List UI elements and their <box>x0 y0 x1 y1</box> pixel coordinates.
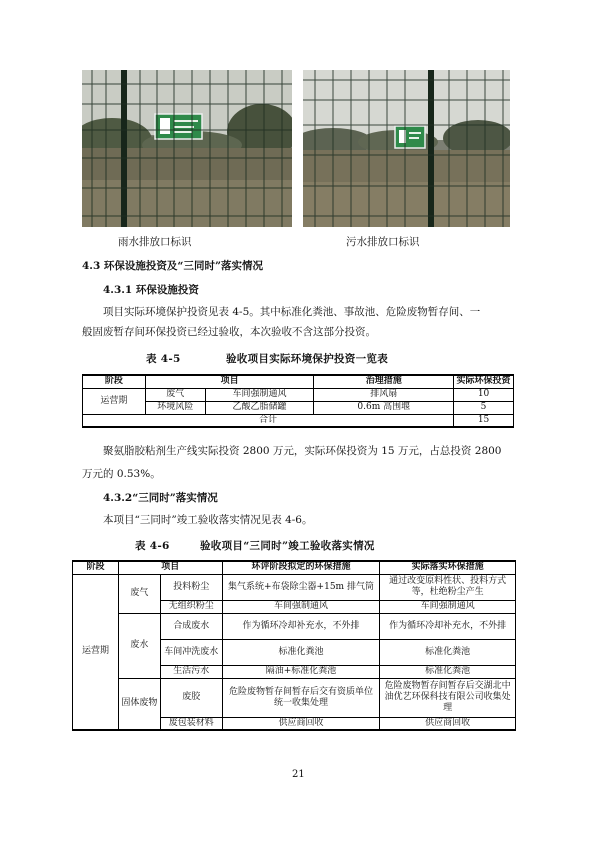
section-4-3-2-heading: 4.3.2“三同时”落实情况 <box>103 492 218 504</box>
sewage-outlet-photo <box>303 70 510 227</box>
table-cell: 供应商回收 <box>380 717 516 730</box>
table-cell: 车间强制通风 <box>380 600 516 613</box>
table-cell: 无组织粉尘 <box>160 600 222 613</box>
photo-caption-sewage: 污水排放口标识 <box>346 236 420 248</box>
table-4-5 <box>82 374 514 428</box>
table-4-5-total-value: 15 <box>454 414 514 427</box>
page-number: 21 <box>292 769 305 780</box>
table-cell: 标准化粪池 <box>222 639 380 665</box>
table-cell: 合成废水 <box>160 613 222 639</box>
table-row <box>83 401 514 414</box>
table-cell: 废包装材料 <box>160 717 222 730</box>
table-cell: 通过改变原料性状、投料方式等，杜绝粉尘产生 <box>380 574 516 600</box>
table-4-5-caption-title: 验收项目实际环境保护投资一览表 <box>226 353 388 365</box>
table-cell: 供应商回收 <box>222 717 380 730</box>
table-cell: 投料粉尘 <box>160 574 222 600</box>
table-4-6 <box>72 560 516 731</box>
table-4-5-caption-number: 表 4-5 <box>146 353 181 365</box>
photo-caption-rainwater: 雨水排放口标识 <box>118 236 192 248</box>
table-4-6-group-waste-water: 废水 <box>118 613 160 678</box>
table-4-6-stage: 运营期 <box>73 574 119 730</box>
table-cell: 车间冲洗废水 <box>160 639 222 665</box>
table-4-5-total-label: 合计 <box>83 414 454 427</box>
sewage-outlet-sign-photo-icon <box>303 70 510 227</box>
table-cell: 隔油+标准化粪池 <box>222 665 380 678</box>
table-4-6-header-actual: 实际落实环保措施 <box>380 561 516 574</box>
table-cell: 车间强制通风 <box>205 388 314 401</box>
table-cell: 作为循环冷却补充水，不外排 <box>380 613 516 639</box>
rainwater-outlet-sign-photo-icon <box>82 70 292 227</box>
table-cell: 集气系统+布袋除尘器+15m 排气筒 <box>222 574 380 600</box>
table-4-5-header-investment: 实际环保投资 <box>454 375 514 388</box>
table-cell: 废气 <box>145 388 205 401</box>
table-4-5-header-measure: 治理措施 <box>314 375 454 388</box>
table-cell: 生活污水 <box>160 665 222 678</box>
table-cell: 危险废物暂存间暂存后交有资质单位统一收集处理 <box>222 678 380 717</box>
section-4-3-1-para-line1: 项目实际环境保护投资见表 4-5。其中标准化粪池、事故池、危险废物暂存间、一 <box>103 306 481 318</box>
section-4-3-1-heading: 4.3.1 环保设施投资 <box>103 284 199 296</box>
table-cell: 排风扇 <box>314 388 454 401</box>
investment-summary-line2: 万元的 0.53%。 <box>82 468 161 480</box>
table-row <box>83 388 514 401</box>
table-total-row <box>83 414 514 427</box>
table-4-5-stage: 运营期 <box>83 388 146 414</box>
section-4-3-heading: 4.3 环保设施投资及“三同时”落实情况 <box>82 260 264 272</box>
rainwater-outlet-photo <box>82 70 292 227</box>
table-4-5-header-stage: 阶段 <box>83 375 146 388</box>
table-4-6-caption-title: 验收项目“三同时”竣工验收落实情况 <box>200 540 375 552</box>
table-row <box>73 678 516 717</box>
table-4-6-header-stage: 阶段 <box>73 561 119 574</box>
table-4-6-header-plan: 环评阶段拟定的环保措施 <box>222 561 380 574</box>
table-cell: 标准化粪池 <box>380 665 516 678</box>
table-cell: 0.6m 高围堰 <box>314 401 454 414</box>
investment-summary-line1: 聚氨脂胶粘剂生产线实际投资 2800 万元，实际环保投资为 15 万元，占总投资 2800 <box>103 445 502 457</box>
table-cell: 10 <box>454 388 514 401</box>
table-4-6-group-waste-gas: 废气 <box>118 574 160 613</box>
table-4-6-caption-number: 表 4-6 <box>135 540 170 552</box>
table-4-6-group-solid-waste: 固体废物 <box>118 678 160 730</box>
table-cell: 标准化粪池 <box>380 639 516 665</box>
section-4-3-1-para-line2: 般固废暂存间环保投资已经过验收，本次验收不含这部分投资。 <box>82 326 376 338</box>
table-cell: 环境风险 <box>145 401 205 414</box>
table-row <box>73 613 516 639</box>
table-cell: 作为循环冷却补充水，不外排 <box>222 613 380 639</box>
section-4-3-2-para: 本项目“三同时”竣工验收落实情况见表 4-6。 <box>103 514 313 526</box>
table-row <box>73 574 516 600</box>
table-cell: 危险废物暂存间暂存后交湖北中油优艺环保科技有限公司收集处理 <box>380 678 516 717</box>
table-4-6-header-item: 项目 <box>118 561 222 574</box>
table-cell: 废胶 <box>160 678 222 717</box>
table-4-5-header-item: 项目 <box>145 375 314 388</box>
table-cell: 5 <box>454 401 514 414</box>
table-cell: 乙酸乙脂储罐 <box>205 401 314 414</box>
table-cell: 车间强制通风 <box>222 600 380 613</box>
